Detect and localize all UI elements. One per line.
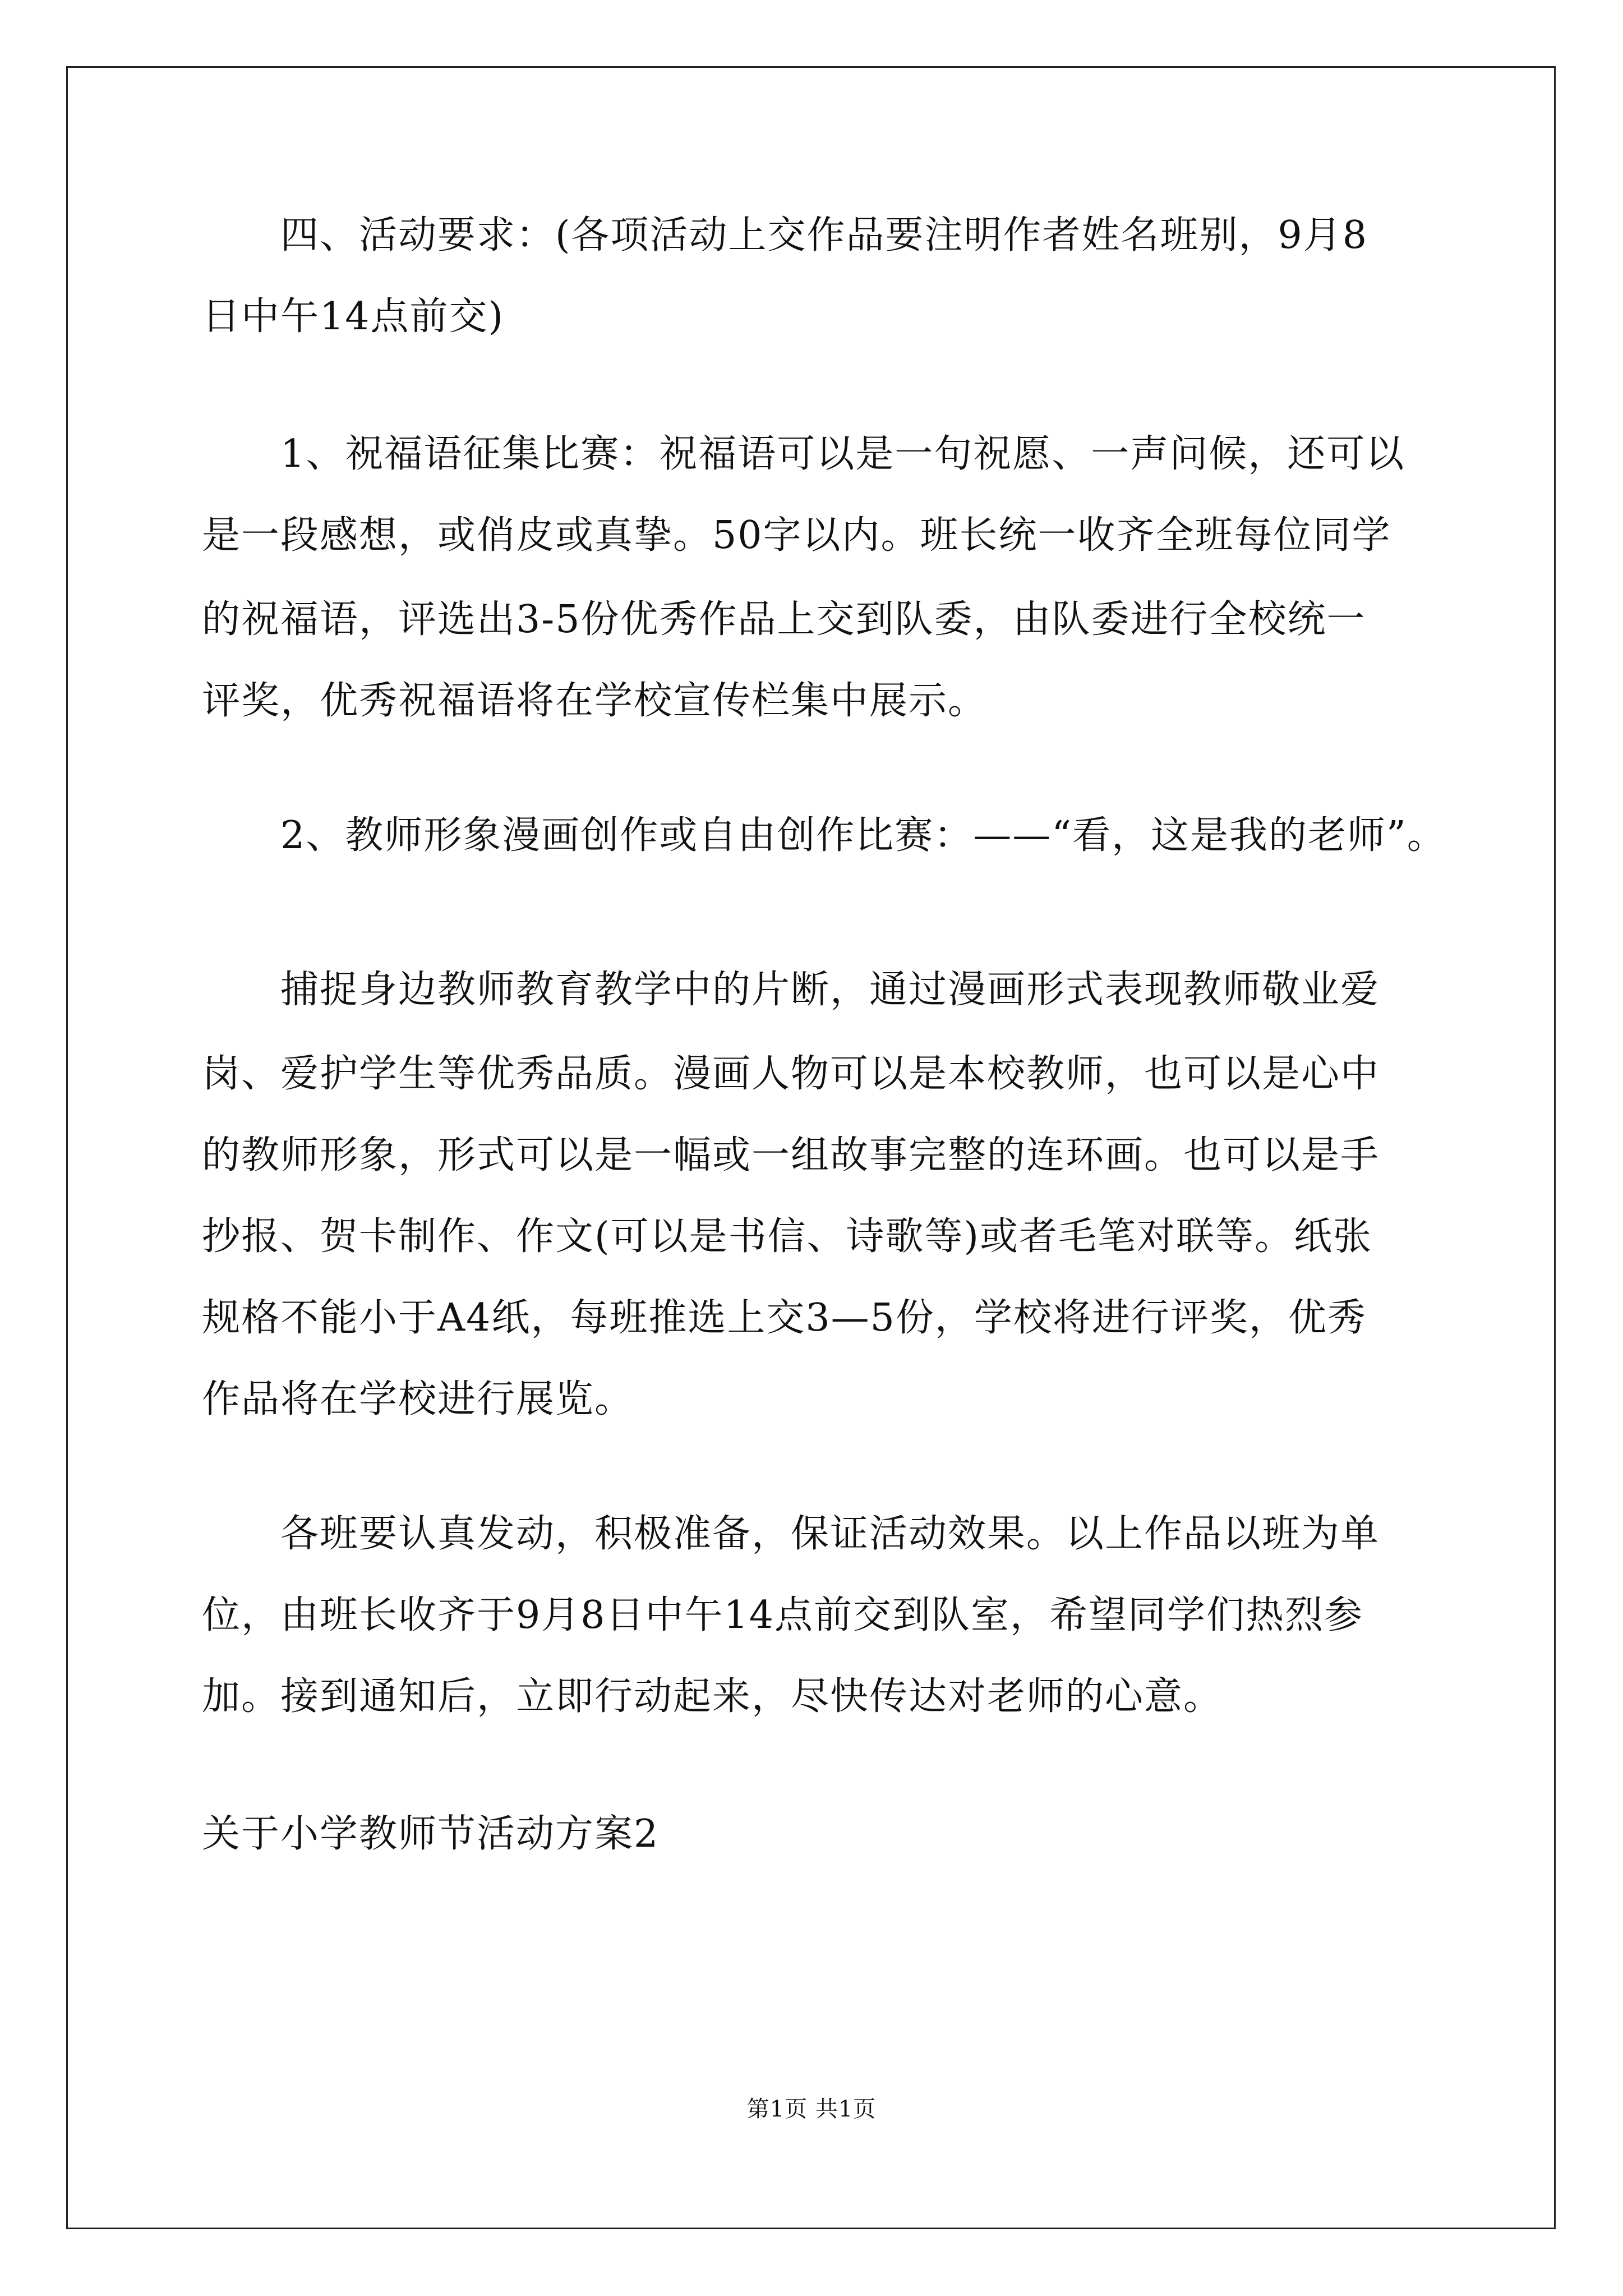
paragraph-3-line-2: 位，由班长收齐于9月8日中午14点前交到队室，希望同学们热烈参 — [202, 1593, 1364, 1637]
paragraph-1-line-4: 评奖，优秀祝福语将在学校宣传栏集中展示。 — [202, 679, 988, 723]
paragraph-4-line-1: 四、活动要求：(各项活动上交作品要注明作者姓名班别，9月8 — [280, 213, 1368, 257]
paragraph-1-line-1: 1、祝福语征集比赛：祝福语可以是一句祝愿、一声问候，还可以 — [280, 432, 1405, 476]
paragraph-1-line-2: 是一段感想，或俏皮或真挚。50字以内。班长统一收齐全班每位同学 — [202, 513, 1391, 558]
paragraph-4-line-2: 日中午14点前交) — [202, 295, 505, 339]
page-footer: 第1页 共1页 — [746, 2096, 877, 2122]
paragraph-2-line-6: 作品将在学校进行展览。 — [202, 1377, 634, 1421]
paragraph-2-line-4: 抄报、贺卡制作、作文(可以是书信、诗歌等)或者毛笔对联等。纸张 — [202, 1214, 1373, 1259]
paragraph-2-heading: 2、教师形象漫画创作或自由创作比赛：——“看，这是我的老师”。 — [280, 813, 1446, 858]
paragraph-3-line-3: 加。接到通知后，立即行动起来，尽快传达对老师的心意。 — [202, 1674, 1223, 1719]
paragraph-2-line-1: 捕捉身边教师教育教学中的片断，通过漫画形式表现教师敬业爱 — [280, 968, 1380, 1012]
section-title: 关于小学教师节活动方案2 — [202, 1812, 660, 1856]
paragraph-2-line-3: 的教师形象，形式可以是一幅或一组故事完整的连环画。也可以是手 — [202, 1133, 1380, 1177]
paragraph-2-line-5: 规格不能小于A4纸，每班推选上交3—5份，学校将进行评奖，优秀 — [202, 1296, 1367, 1340]
paragraph-1-line-3: 的祝福语，评选出3-5份优秀作品上交到队委，由队委进行全校统一 — [202, 597, 1366, 642]
paragraph-2-line-2: 岗、爱护学生等优秀品质。漫画人物可以是本校教师，也可以是心中 — [202, 1052, 1380, 1096]
paragraph-3-line-1: 各班要认真发动，积极准备，保证活动效果。以上作品以班为单 — [280, 1512, 1380, 1556]
